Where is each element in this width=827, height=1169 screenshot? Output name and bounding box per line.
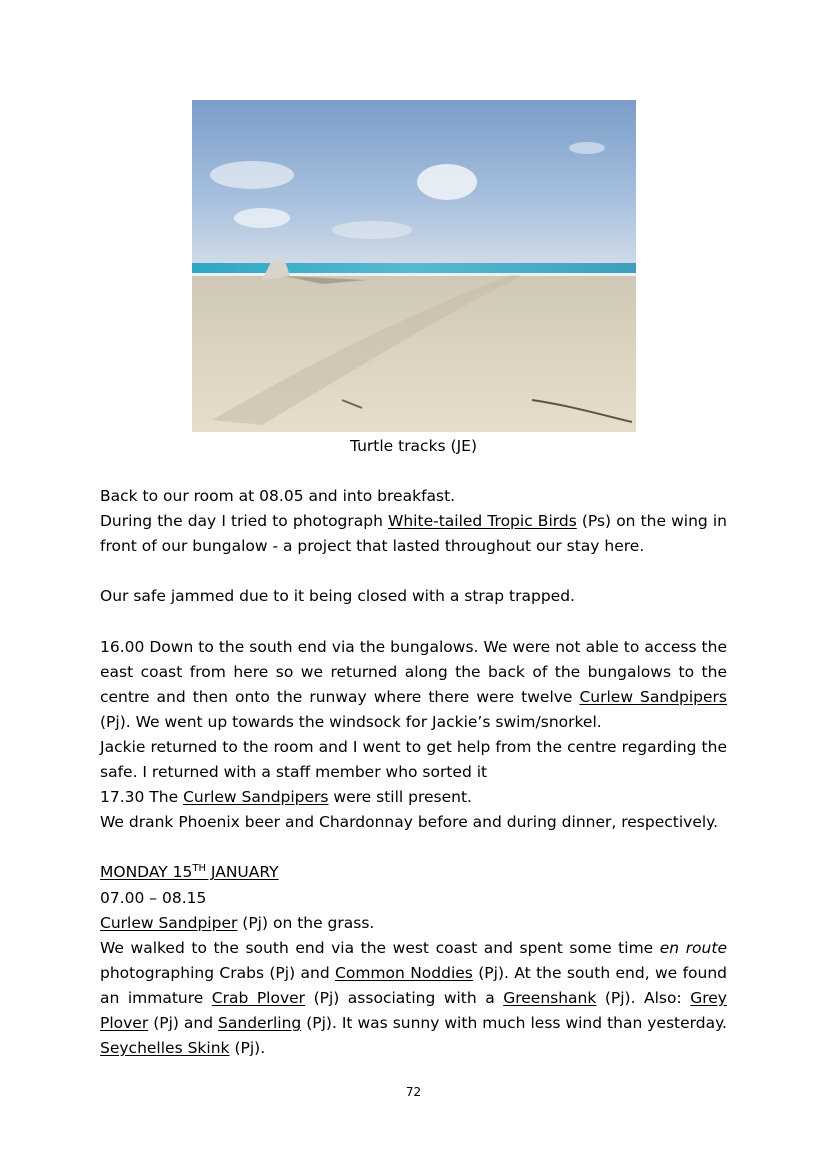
day-heading: MONDAY 15TH JANUARY	[100, 863, 279, 882]
species-link: Greenshank	[503, 988, 597, 1007]
species-link: Common Noddies	[335, 963, 473, 982]
paragraph-dinner: We drank Phoenix beer and Chardonnay before and during dinner, respectively.	[100, 813, 719, 832]
paragraph-south-end: 16.00 Down to the south end via the bungalows. We were not able to access the east coast from here so we returned along the back of the bungalows to the centre and then onto the runway where there were twelve Curlew Sandpipers (Pj). We went up towards the windsock for Jackie’s swim/snorkel.	[100, 637, 728, 731]
paragraph-tropic-birds: During the day I tried to photograph White-tailed Tropic Birds (Ps) on the wing in front of our bungalow - a project that lasted throughout our stay here.	[100, 512, 727, 556]
time-range: 07.00 – 08.15	[100, 888, 207, 907]
species-link: Curlew Sandpiper	[100, 913, 238, 932]
turtle-tracks-photo	[192, 100, 636, 432]
paragraph-west-coast: We walked to the south end via the west coast and spent some time en route photographing Crabs (Pj) and Common Noddies (Pj). At the south end, we found an immature Crab Plover (Pj) associating with a Greenshank (Pj). Also: Grey Plover (Pj) and Sanderling (Pj). It was sunny with much less wind than yesterday. Seychelles Skink (Pj).	[100, 938, 728, 1058]
species-link: Grey Plover	[100, 988, 727, 1032]
diary-text	[100, 484, 727, 1061]
paragraph-1730: 17.30 The Curlew Sandpipers were still present.	[100, 788, 472, 807]
paragraph-grass: Curlew Sandpiper (Pj) on the grass.	[100, 913, 375, 932]
photo-caption: Turtle tracks (JE)	[349, 437, 478, 455]
paragraph-breakfast: Back to our room at 08.05 and into breakfast.	[100, 487, 456, 505]
species-link: White-tailed Tropic Birds	[388, 512, 577, 531]
paragraph-safe: Our safe jammed due to it being closed with a strap trapped.	[100, 587, 575, 606]
species-link: Curlew Sandpipers	[183, 788, 329, 807]
paragraph-help: Jackie returned to the room and I went to get help from the centre regarding the safe. I returned with a staff member who sorted it	[100, 737, 727, 782]
species-link: Curlew Sandpipers	[579, 687, 728, 706]
species-link: Sanderling	[218, 1013, 302, 1032]
page-number: 72	[405, 1085, 422, 1099]
species-link: Crab Plover	[211, 988, 306, 1007]
species-link: Seychelles Skink	[100, 1039, 230, 1058]
